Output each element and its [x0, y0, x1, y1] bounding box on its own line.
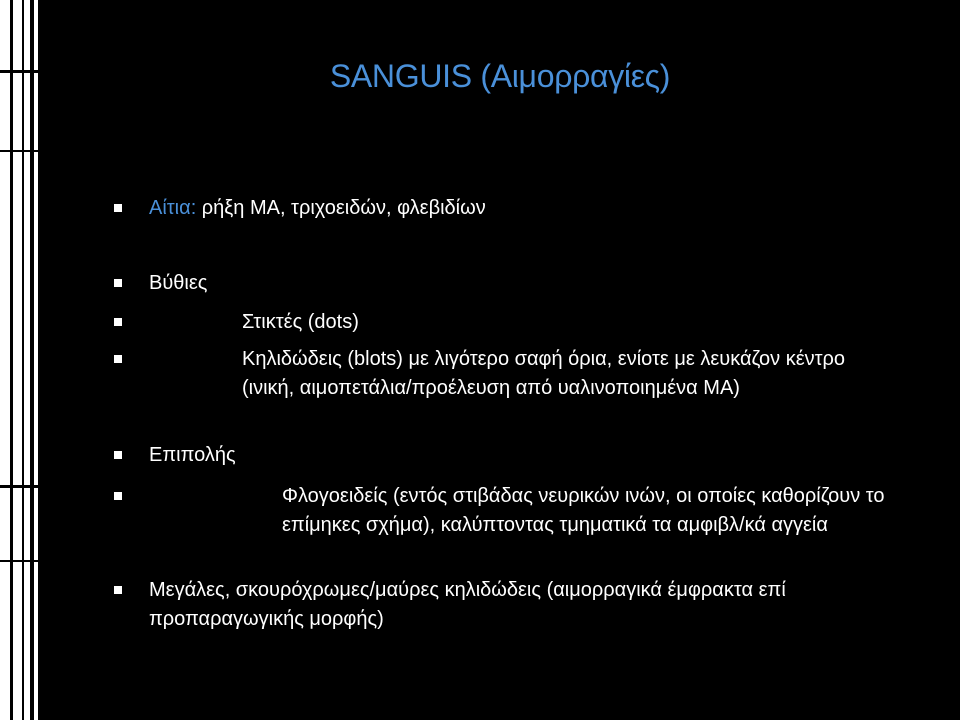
slide-title: SANGUIS (Αιμορραγίες)	[329, 58, 671, 94]
bullet-text: Μεγάλες, σκουρόχρωμες/μαύρες κηλιδώδεις (αιμορραγικά έμφρακτα επί προπαραγωγικής μορφής)	[149, 579, 786, 630]
strip-line	[0, 70, 38, 73]
strip-line	[30, 0, 34, 720]
bullet-causes	[114, 194, 486, 223]
bullet-dots	[114, 308, 359, 337]
bullet-text: Φλογοειδείς (εντός στιβάδας νευρικών ινών, οι οποίες καθορίζουν το επίμηκες σχήμα), καλύπτοντας τμηματικά τα αμφιβλ/κά αγγεία	[282, 485, 885, 536]
bullet-text: Βύθιες	[149, 272, 208, 294]
bullet-square-icon	[114, 279, 122, 287]
bullet-flame	[114, 482, 894, 540]
bullet-surface	[114, 441, 236, 470]
decorative-side-strip	[0, 0, 38, 720]
bullet-text: Κηλιδώδεις (blots) με λιγότερο σαφή όρια, ενίοτε με λευκάζον κέντρο (ινική, αιμοπετάλια/προέλευση από υαλινοποιημένα ΜΑ)	[242, 348, 846, 399]
bullet-square-icon	[114, 355, 122, 363]
causes-label: Αίτια:	[149, 197, 197, 219]
bullet-square-icon	[114, 586, 122, 594]
bullet-square-icon	[114, 451, 122, 459]
bullet-square-icon	[114, 204, 122, 212]
bullet-text	[149, 194, 486, 223]
bullet-large	[114, 576, 894, 634]
bullet-square-icon	[114, 318, 122, 326]
strip-line	[22, 0, 24, 720]
causes-text: ρήξη ΜΑ, τριχοειδών, φλεβιδίων	[196, 197, 486, 219]
strip-line	[0, 150, 38, 152]
bullet-text: Στικτές (dots)	[242, 311, 359, 333]
strip-line	[0, 485, 38, 488]
bullet-deep	[114, 269, 207, 298]
strip-line	[0, 560, 38, 562]
strip-line	[10, 0, 13, 720]
bullet-blots	[114, 345, 894, 403]
bullet-square-icon	[114, 492, 122, 500]
bullet-text: Επιπολής	[149, 444, 236, 466]
